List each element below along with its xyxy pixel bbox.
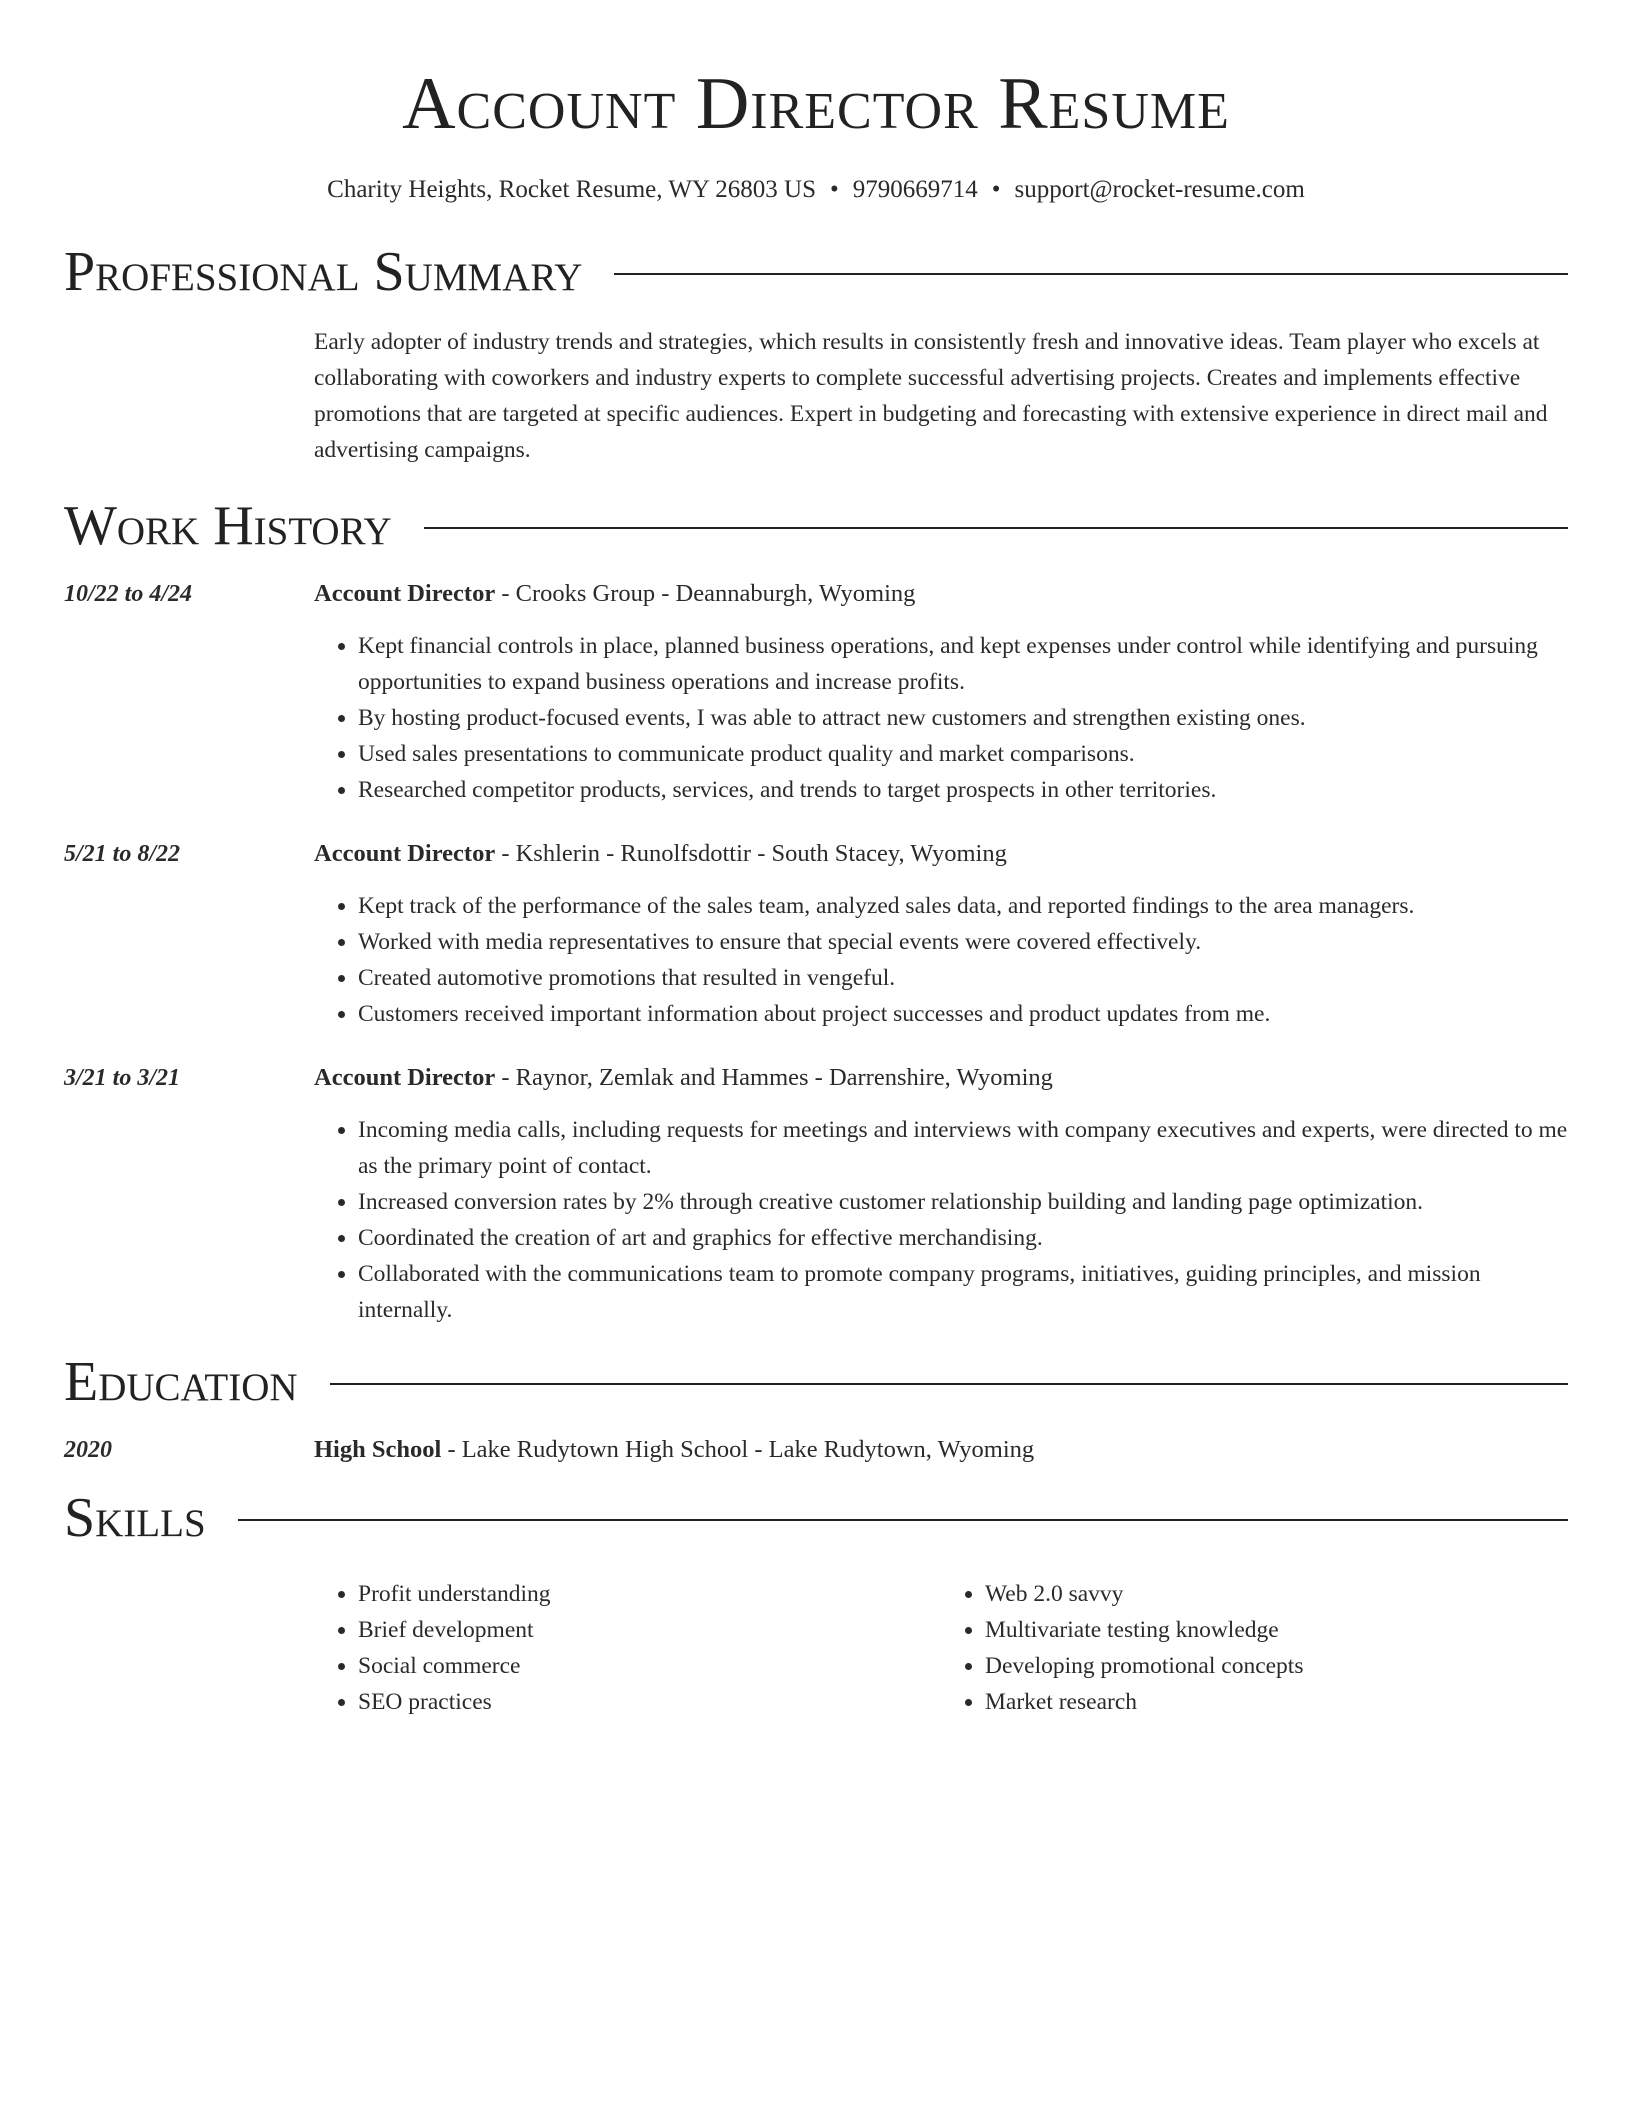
job-heading bbox=[314, 1062, 1568, 1094]
skill-item: • Multivariate testing knowledge bbox=[985, 1612, 1568, 1648]
skill-item: • Brief development bbox=[358, 1612, 941, 1648]
job-bullet: • Incoming media calls, including requests for meetings and interviews with company executives and experts, were directed to me as the primary point of contact. bbox=[358, 1112, 1568, 1184]
job-heading bbox=[314, 578, 1568, 610]
contact-phone: 9790669714 bbox=[852, 176, 978, 203]
work-heading: Work History bbox=[64, 495, 392, 557]
job-bullet: • Collaborated with the communications team to promote company programs, initiatives, guiding principles, and mission internally. bbox=[358, 1256, 1568, 1328]
section-divider bbox=[238, 1519, 1568, 1521]
job-bullet: • Kept track of the performance of the sales team, analyzed sales data, and reported findings to the area managers. bbox=[358, 888, 1568, 924]
work-section-header bbox=[64, 494, 1568, 558]
job-dates: 3/21 to 3/21 bbox=[64, 1065, 181, 1091]
job-entry bbox=[64, 578, 1568, 808]
education-entry bbox=[64, 1434, 1568, 1466]
skills-list bbox=[314, 1576, 1568, 1720]
job-title: Account Director bbox=[314, 840, 496, 867]
skill-item: • Developing promotional concepts bbox=[985, 1648, 1568, 1684]
skill-item: • Profit understanding bbox=[358, 1576, 941, 1612]
summary-text: Early adopter of industry trends and strategies, which results in consistently fresh and innovative ideas. Team player who excels at collaborating with coworkers and industry experts to complete successful advertising projects. Creates and implements effective promotions that are targeted at specific audiences. Expert in budgeting and forecasting with extensive experience in direct mail and advertising campaigns. bbox=[314, 329, 1548, 463]
job-body bbox=[314, 838, 1568, 1032]
skill-item: • Web 2.0 savvy bbox=[985, 1576, 1568, 1612]
education-year: 2020 bbox=[64, 1437, 112, 1463]
job-body bbox=[314, 1062, 1568, 1328]
job-bullets bbox=[314, 1112, 1568, 1328]
contact-separator: • bbox=[830, 176, 839, 203]
contact-email: support@rocket-resume.com bbox=[1014, 176, 1305, 203]
job-company: - Raynor, Zemlak and Hammes - Darrenshire, Wyoming bbox=[495, 1064, 1053, 1091]
job-body bbox=[314, 578, 1568, 808]
job-bullet: • Researched competitor products, services, and trends to target prospects in other territories. bbox=[358, 772, 1568, 808]
job-heading bbox=[314, 838, 1568, 870]
job-bullet: • Kept financial controls in place, planned business operations, and kept expenses under control while identifying and pursuing opportunities to expand business operations and increase profits. bbox=[358, 628, 1568, 700]
job-bullet: • Customers received important information about project successes and product updates from me. bbox=[358, 996, 1568, 1032]
section-divider bbox=[424, 527, 1568, 529]
education-school: - Lake Rudytown High School - Lake Rudytown, Wyoming bbox=[441, 1436, 1035, 1463]
job-company: - Crooks Group - Deannaburgh, Wyoming bbox=[495, 580, 916, 607]
section-divider bbox=[330, 1383, 1568, 1385]
contact-address: Charity Heights, Rocket Resume, WY 26803 US bbox=[327, 176, 816, 203]
job-company: - Kshlerin - Runolfsdottir - South Stacey, Wyoming bbox=[495, 840, 1007, 867]
skill-item: • Social commerce bbox=[358, 1648, 941, 1684]
job-dates: 10/22 to 4/24 bbox=[64, 581, 193, 607]
education-heading-line bbox=[314, 1434, 1568, 1466]
job-bullet: • Increased conversion rates by 2% through creative customer relationship building and landing page optimization. bbox=[358, 1184, 1568, 1220]
job-bullet: • Coordinated the creation of art and graphics for effective merchandising. bbox=[358, 1220, 1568, 1256]
education-section-header bbox=[64, 1350, 1568, 1414]
skills-column-right bbox=[941, 1576, 1568, 1720]
skills-heading: Skills bbox=[64, 1487, 206, 1549]
job-bullet: • Used sales presentations to communicate product quality and market comparisons. bbox=[358, 736, 1568, 772]
skill-item: • SEO practices bbox=[358, 1684, 941, 1720]
skills-section-header bbox=[64, 1486, 1568, 1550]
section-divider bbox=[614, 273, 1568, 275]
job-bullets bbox=[314, 888, 1568, 1032]
contact-line bbox=[64, 174, 1568, 206]
education-heading: Education bbox=[64, 1351, 298, 1413]
resume-title: Account Director Resume bbox=[402, 63, 1230, 145]
summary-heading: Professional Summary bbox=[64, 241, 583, 303]
contact-separator: • bbox=[991, 176, 1001, 203]
skills-column-left bbox=[314, 1576, 941, 1720]
skill-item: • Market research bbox=[985, 1684, 1568, 1720]
job-dates: 5/21 to 8/22 bbox=[64, 841, 181, 867]
job-title: Account Director bbox=[314, 580, 496, 607]
job-entry bbox=[64, 1062, 1568, 1328]
education-degree: High School bbox=[314, 1436, 442, 1463]
summary-section-header bbox=[64, 240, 1568, 304]
job-bullet: • By hosting product-focused events, I was able to attract new customers and strengthen existing ones. bbox=[358, 700, 1568, 736]
job-bullets bbox=[314, 628, 1568, 808]
job-entry bbox=[64, 838, 1568, 1032]
job-title: Account Director bbox=[314, 1064, 496, 1091]
job-bullet: • Created automotive promotions that resulted in vengeful. bbox=[358, 960, 1568, 996]
job-bullet: • Worked with media representatives to ensure that special events were covered effectively. bbox=[358, 924, 1568, 960]
education-body bbox=[314, 1434, 1568, 1466]
